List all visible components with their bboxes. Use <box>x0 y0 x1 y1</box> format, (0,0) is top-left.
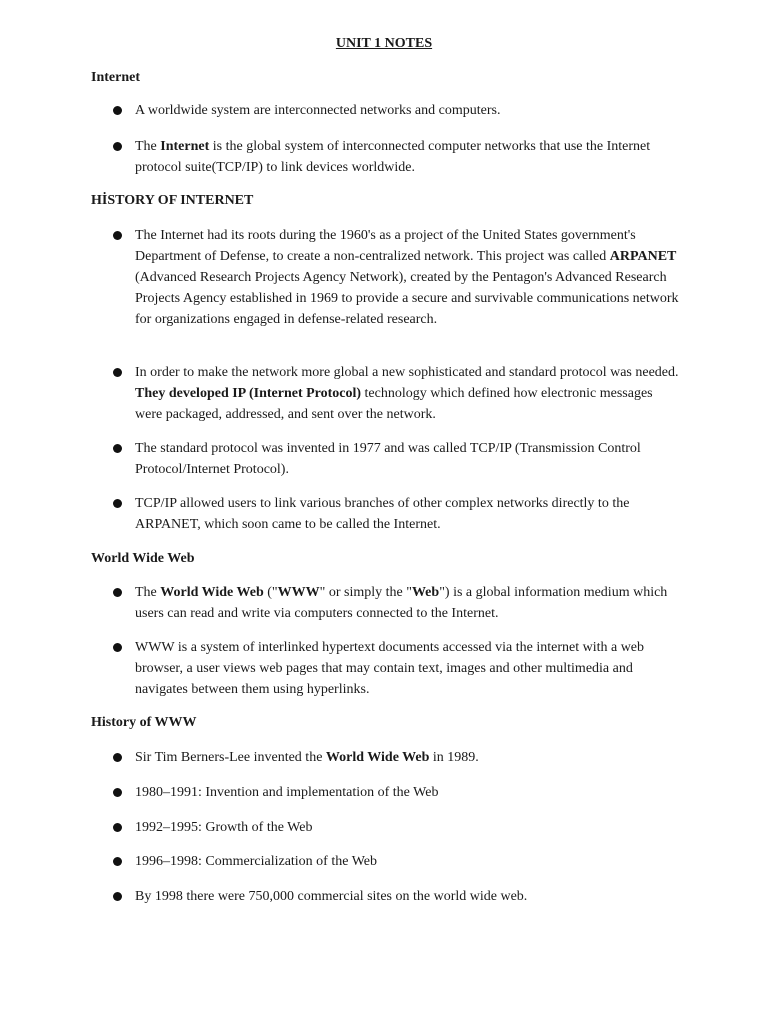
section-heading-world-wide-web: World Wide Web <box>91 551 195 566</box>
list-item-text: The World Wide Web ("WWW" or simply the "Web") is a global information medium which users can read and write via computers connected to the Internet. <box>135 585 668 621</box>
list-item-text: TCP/IP allowed users to link various branches of other complex networks directly to the ARPANET, which soon came to be called the Internet. <box>135 496 630 532</box>
list-item-text: Sir Tim Berners-Lee invented the World Wide Web in 1989. <box>135 750 479 765</box>
bullet-icon <box>113 892 122 901</box>
list-item-text: 1996–1998: Commercialization of the Web <box>135 854 378 869</box>
list-item-text: WWW is a system of interlinked hypertext documents accessed via the internet with a web browser, a user views web pages that may contain text, images and other multimedia and navigates between them using hyperlinks. <box>135 640 645 697</box>
bullet-icon <box>113 857 122 866</box>
bullet-icon <box>113 643 122 652</box>
list-item <box>113 362 683 425</box>
section-heading-history-of-internet: HİSTORY OF INTERNET <box>91 193 254 208</box>
bold-term: Web <box>411 585 440 600</box>
list-item <box>113 493 683 535</box>
list-item <box>113 747 683 768</box>
list-item-text: A worldwide system are interconnected networks and computers. <box>135 103 501 118</box>
section-heading-internet: Internet <box>91 70 140 85</box>
bold-term: They developed IP (Internet Protocol) <box>135 386 362 401</box>
bullet-icon <box>113 588 122 597</box>
bold-term: ARPANET <box>609 249 677 264</box>
list-item <box>113 637 683 700</box>
list-item <box>113 438 683 480</box>
page-title: UNIT 1 NOTES <box>335 36 433 51</box>
bold-term: WWW <box>277 585 320 600</box>
list-item-text: 1980–1991: Invention and implementation of the Web <box>135 785 439 800</box>
list-item <box>113 851 683 872</box>
bold-term: Internet <box>160 139 210 154</box>
bullet-icon <box>113 788 122 797</box>
bullet-icon <box>113 753 122 762</box>
list-item <box>113 817 683 838</box>
list-item-text: The Internet is the global system of interconnected computer networks that use the Internet protocol suite(TCP/IP) to link devices worldwide. <box>135 139 651 175</box>
bold-term: World Wide Web <box>325 750 430 765</box>
bullet-icon <box>113 142 122 151</box>
bullet-icon <box>113 106 122 115</box>
list-item-text: The Internet had its roots during the 1960's as a project of the United States government's Department of Defense, to create a non-centralized network. This project was called ARPANET (Advanced Research Projects Agency Network), created by the Pentagon's Advanced Research Projects Agency established in 1969 to provide a secure and survivable communications network for organizations engaged in defense-related research. <box>135 228 679 327</box>
list-item <box>113 782 683 803</box>
list-item <box>113 136 683 178</box>
list-item-text: 1992–1995: Growth of the Web <box>135 820 313 835</box>
bullet-icon <box>113 231 122 240</box>
bullet-icon <box>113 823 122 832</box>
bold-term: World Wide Web <box>160 585 264 600</box>
list-item <box>113 582 683 624</box>
bullet-icon <box>113 499 122 508</box>
list-item-text: The standard protocol was invented in 1977 and was called TCP/IP (Transmission Control Protocol/Internet Protocol). <box>135 441 641 477</box>
section-heading-history-of-www: History of WWW <box>91 715 197 730</box>
bullet-icon <box>113 368 122 377</box>
list-item <box>113 225 683 330</box>
list-item <box>113 886 683 907</box>
list-item-text: In order to make the network more global a new sophisticated and standard protocol was needed. They developed IP (Internet Protocol) technology which defined how electronic messages were packaged, addressed, and sent over the network. <box>135 365 679 422</box>
list-item <box>113 100 683 121</box>
bullet-icon <box>113 444 122 453</box>
list-item-text: By 1998 there were 750,000 commercial sites on the world wide web. <box>135 889 528 904</box>
